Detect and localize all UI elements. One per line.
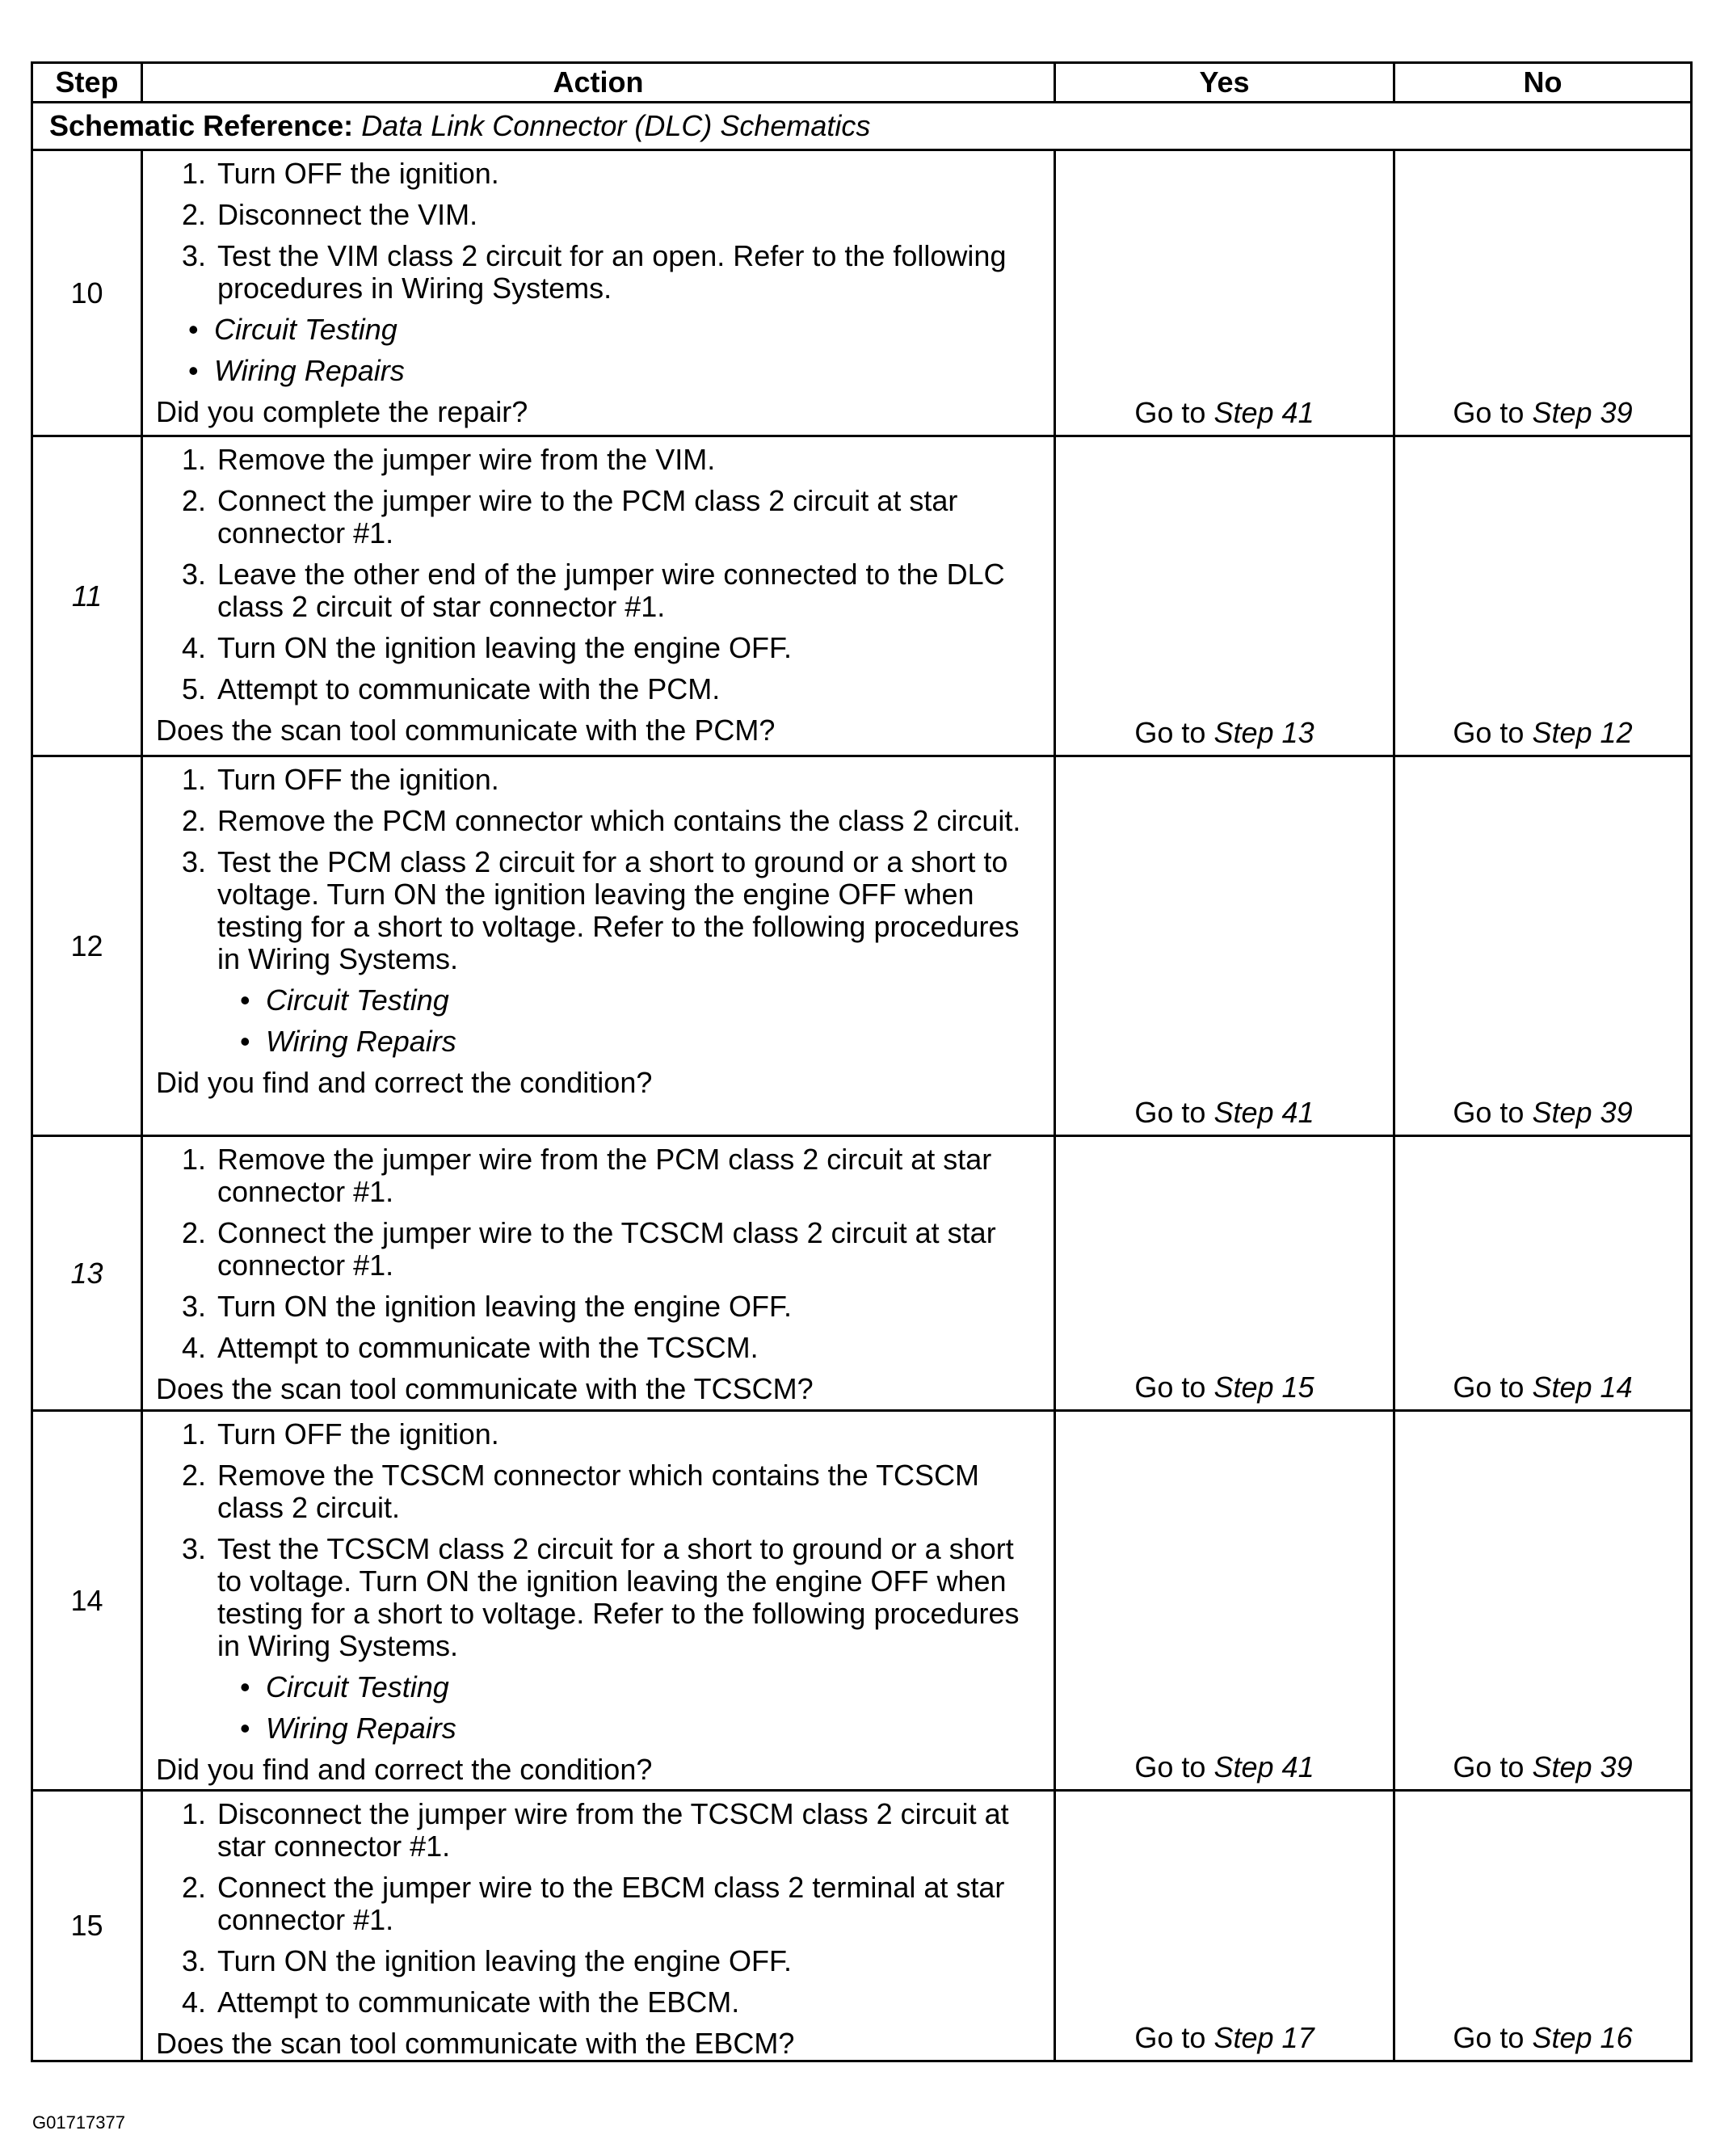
item-number: 2. [182,1871,207,1904]
header-row [32,63,1692,103]
diagnostic-table [31,61,1693,2062]
table-row [32,1411,1692,1791]
item-number: 3. [182,845,207,878]
question: Does the scan tool communicate with the PCM? [156,714,776,747]
step-number: 14 [32,1411,142,1791]
question: Did you find and correct the condition? [156,1066,653,1099]
action-item [156,846,1045,975]
action-cell [142,1136,1055,1411]
no-prefix: Go to [1453,716,1525,749]
item-number: 2. [182,198,207,231]
item-text: Turn ON the ignition leaving the engine OFF. [217,1290,793,1323]
header-yes: Yes [1055,63,1394,103]
item-number: 1. [182,1417,207,1451]
action-item [156,1533,1045,1662]
yes-step-link[interactable]: Step 41 [1213,396,1314,429]
action-item [156,1143,1045,1208]
yes-cell[interactable] [1055,1411,1394,1791]
action-item [156,444,1045,476]
action-item [156,632,1045,664]
item-text: Connect the jumper wire to the EBCM class 2 terminal at star connector #1. [217,1871,1005,1936]
item-number: 3. [182,239,207,272]
table-row [32,436,1692,756]
reference-link[interactable]: Wiring Repairs [266,1025,456,1058]
yes-cell[interactable] [1055,1136,1394,1411]
item-number: 5. [182,672,207,705]
action-item [156,805,1045,837]
reference-list [156,984,1045,1058]
item-number: 2. [182,484,207,517]
item-text: Test the PCM class 2 circuit for a short to ground or a short to voltage. Turn ON the ignition leaving the engine OFF when testing for a short to voltage. Refer to the following procedures in Wiring Systems. [217,845,1020,975]
header-step: Step [32,63,142,103]
action-item [156,1872,1045,1936]
action-list [156,1798,1045,2019]
yes-prefix: Go to [1134,1750,1206,1783]
yes-cell[interactable] [1055,436,1394,756]
item-text: Turn OFF the ignition. [217,1417,499,1451]
no-prefix: Go to [1453,2021,1525,2054]
no-cell[interactable] [1394,1411,1692,1791]
bullet-icon: • [188,354,199,387]
action-item [156,1332,1045,1364]
no-cell[interactable] [1394,1791,1692,2061]
item-text: Test the TCSCM class 2 circuit for a short to ground or a short to voltage. Turn ON the ignition leaving the engine OFF when testing for a short to voltage. Refer to the following procedures in Wiring Systems. [217,1532,1020,1662]
question: Does the scan tool communicate with the EBCM? [156,2027,795,2060]
item-text: Attempt to communicate with the PCM. [217,672,721,705]
action-item [156,158,1045,190]
bullet-icon: • [240,1025,250,1058]
reference-link[interactable]: Circuit Testing [266,1670,449,1703]
reference-link[interactable]: Circuit Testing [266,983,449,1017]
item-number: 3. [182,1290,207,1323]
no-cell[interactable] [1394,150,1692,436]
item-text: Remove the PCM connector which contains the class 2 circuit. [217,804,1021,837]
step-number: 12 [32,756,142,1136]
action-list [156,1418,1045,1662]
item-number: 2. [182,804,207,837]
reference-link[interactable]: Wiring Repairs [266,1712,456,1745]
item-number: 1. [182,1143,207,1176]
yes-step-link[interactable]: Step 41 [1213,1096,1314,1129]
item-number: 3. [182,1532,207,1565]
item-number: 4. [182,1331,207,1364]
reference-link[interactable]: Circuit Testing [214,313,397,346]
table-row [32,150,1692,436]
schematic-reference-link[interactable]: Data Link Connector (DLC) Schematics [361,109,871,142]
reference-item[interactable] [156,1712,1045,1745]
item-text: Turn OFF the ignition. [217,763,499,796]
no-cell[interactable] [1394,436,1692,756]
item-text: Connect the jumper wire to the TCSCM class 2 circuit at star connector #1. [217,1216,996,1282]
yes-prefix: Go to [1134,2021,1206,2054]
question: Does the scan tool communicate with the TCSCM? [156,1372,814,1405]
bullet-icon: • [188,313,199,346]
yes-prefix: Go to [1134,1096,1206,1129]
action-item [156,1459,1045,1524]
header-action: Action [142,63,1055,103]
item-text: Turn OFF the ignition. [217,157,499,190]
action-item [156,558,1045,623]
yes-step-link[interactable]: Step 15 [1213,1371,1314,1404]
no-step-link[interactable]: Step 39 [1532,1750,1633,1783]
question: Did you find and correct the condition? [156,1753,653,1786]
reference-item[interactable] [156,1671,1045,1703]
item-text: Turn ON the ignition leaving the engine OFF. [217,631,793,664]
no-prefix: Go to [1453,1750,1525,1783]
action-list [156,158,1045,305]
action-item [156,1418,1045,1451]
reference-item[interactable] [156,984,1045,1017]
yes-cell[interactable] [1055,1791,1394,2061]
reference-item[interactable] [156,1025,1045,1058]
schematic-reference-row [32,103,1692,150]
question: Did you complete the repair? [156,395,528,428]
no-cell[interactable] [1394,756,1692,1136]
yes-cell[interactable] [1055,756,1394,1136]
reference-link[interactable]: Wiring Repairs [214,354,405,387]
action-item [156,485,1045,550]
action-item [156,1217,1045,1282]
no-step-link[interactable]: Step 16 [1532,2021,1633,2054]
item-number: 3. [182,1944,207,1977]
action-list [156,444,1045,705]
action-item [156,764,1045,796]
schematic-reference [32,103,1692,150]
item-text: Disconnect the VIM. [217,198,478,231]
item-text: Remove the jumper wire from the VIM. [217,443,716,476]
item-number: 3. [182,558,207,591]
item-text: Turn ON the ignition leaving the engine OFF. [217,1944,793,1977]
action-cell [142,436,1055,756]
no-prefix: Go to [1453,1371,1525,1404]
table-row [32,1136,1692,1411]
yes-prefix: Go to [1134,1371,1206,1404]
table-row [32,756,1692,1136]
item-number: 2. [182,1216,207,1249]
reference-list [156,314,1045,387]
no-step-link[interactable]: Step 12 [1532,716,1633,749]
table-row [32,1791,1692,2061]
step-number: 13 [32,1136,142,1411]
item-number: 2. [182,1459,207,1492]
item-text: Remove the jumper wire from the PCM class 2 circuit at star connector #1. [217,1143,992,1208]
header-no: No [1394,63,1692,103]
bullet-icon: • [240,1670,250,1703]
yes-cell[interactable] [1055,150,1394,436]
step-number: 10 [32,150,142,436]
action-item [156,240,1045,305]
yes-step-link[interactable]: Step 41 [1213,1750,1314,1783]
action-item [156,673,1045,705]
item-number: 1. [182,1797,207,1830]
no-step-link[interactable]: Step 39 [1532,396,1633,429]
action-cell [142,1791,1055,2061]
action-item [156,199,1045,231]
step-number: 15 [32,1791,142,2061]
action-item [156,1291,1045,1323]
item-text: Test the VIM class 2 circuit for an open. Refer to the following procedures in Wiring Systems. [217,239,1007,305]
item-number: 4. [182,631,207,664]
item-text: Connect the jumper wire to the PCM class 2 circuit at star connector #1. [217,484,958,550]
action-item [156,1986,1045,2019]
action-cell [142,756,1055,1136]
item-text: Attempt to communicate with the TCSCM. [217,1331,759,1364]
action-list [156,1143,1045,1364]
action-item [156,1798,1045,1863]
action-cell [142,150,1055,436]
item-text: Disconnect the jumper wire from the TCSCM class 2 circuit at star connector #1. [217,1797,1009,1863]
action-list [156,764,1045,975]
item-text: Attempt to communicate with the EBCM. [217,1985,740,2019]
action-item [156,1945,1045,1977]
item-number: 1. [182,157,207,190]
item-text: Remove the TCSCM connector which contains the TCSCM class 2 circuit. [217,1459,980,1524]
item-number: 4. [182,1985,207,2019]
item-number: 1. [182,443,207,476]
reference-list [156,1671,1045,1745]
item-number: 1. [182,763,207,796]
yes-prefix: Go to [1134,716,1206,749]
no-step-link[interactable]: Step 39 [1532,1096,1633,1129]
yes-step-link[interactable]: Step 13 [1213,716,1314,749]
step-number: 11 [32,436,142,756]
no-prefix: Go to [1453,396,1525,429]
item-text: Leave the other end of the jumper wire connected to the DLC class 2 circuit of star connector #1. [217,558,1005,623]
figure-id: G01717377 [32,2112,125,2133]
no-prefix: Go to [1453,1096,1525,1129]
yes-prefix: Go to [1134,396,1206,429]
action-cell [142,1411,1055,1791]
bullet-icon: • [240,983,250,1017]
yes-step-link[interactable]: Step 17 [1213,2021,1314,2054]
reference-item[interactable] [156,355,1045,387]
bullet-icon: • [240,1712,250,1745]
no-cell[interactable] [1394,1136,1692,1411]
no-step-link[interactable]: Step 14 [1532,1371,1633,1404]
reference-item[interactable] [156,314,1045,346]
schematic-reference-label: Schematic Reference: [49,109,354,142]
